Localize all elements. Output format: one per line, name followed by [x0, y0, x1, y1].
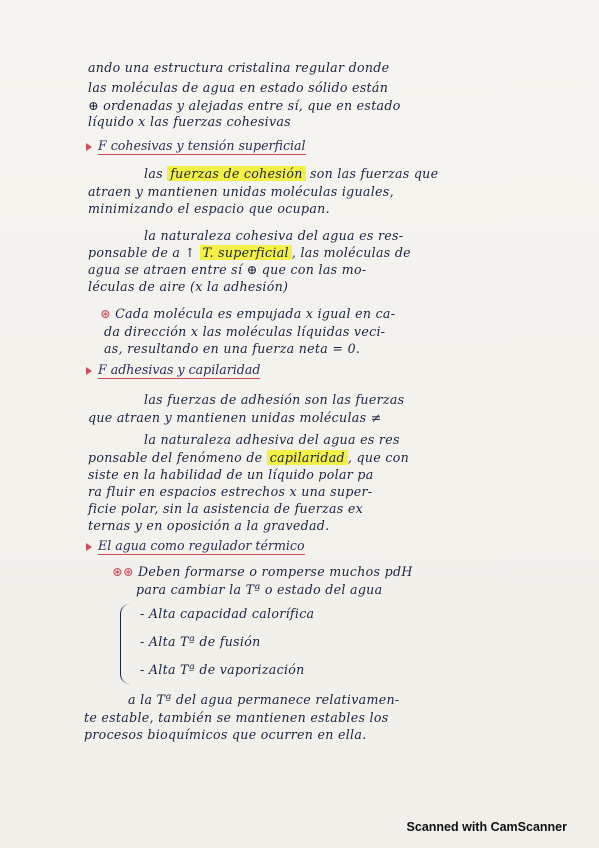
arrow-bullet-icon [86, 543, 92, 551]
scanner-watermark: Scanned with CamScanner [406, 820, 567, 834]
text-line: siste en la habilidad de un líquido polar pa [88, 467, 374, 482]
heading-text: F adhesivas y capilaridad [98, 362, 261, 377]
text-line [100, 306, 395, 321]
section-heading-cohesion [86, 138, 306, 155]
circled-star-icon: ⊛⊛ [112, 564, 134, 579]
curly-brace [120, 604, 133, 684]
text-line: léculas de aire (x la adhesión) [88, 279, 289, 294]
section-heading-adhesion [86, 362, 260, 379]
text-line: a la Tª del agua permanece relativamen- [128, 692, 400, 707]
text-line [112, 564, 413, 579]
text-line: te estable, también se mantienen estables los [84, 710, 389, 725]
text-line: la naturaleza adhesiva del agua es res [144, 432, 400, 447]
text-line: atraen y mantienen unidas moléculas iguales, [88, 184, 394, 199]
text-line: agua se atraen entre sí ⊕ que con las mo- [88, 262, 367, 277]
text-line: la naturaleza cohesiva del agua es res- [144, 228, 404, 243]
text-line: las fuerzas de adhesión son las fuerzas [144, 392, 405, 407]
text-fragment: ponsable de a ↑ [88, 245, 196, 260]
list-item: - Alta capacidad calorífica [140, 606, 315, 621]
highlighted-term: fuerzas de cohesión [167, 166, 305, 181]
text-line: ficie polar, sin la asistencia de fuerzas ex [88, 501, 363, 516]
text-line: que atraen y mantienen unidas moléculas ≠ [88, 410, 382, 425]
text-fragment: ponsable del fenómeno de [88, 450, 263, 465]
text-line: procesos bioquímicos que ocurren en ella. [84, 727, 367, 742]
text-line [88, 450, 409, 465]
text-line: para cambiar la Tª o estado del agua [136, 582, 383, 597]
text-fragment: , que con [347, 450, 410, 465]
list-item: - Alta Tª de fusión [140, 634, 261, 649]
text-fragment: Cada molécula es empujada x igual en ca- [115, 306, 396, 321]
arrow-bullet-icon [86, 367, 92, 375]
text-fragment: son las fuerzas que [310, 166, 439, 181]
highlighted-term: T. superficial [200, 245, 292, 260]
arrow-bullet-icon [86, 143, 92, 151]
text-line: ternas y en oposición a la gravedad. [88, 518, 330, 533]
text-line: las moléculas de agua en estado sólido están [88, 80, 389, 95]
text-line: ando una estructura cristalina regular donde [88, 60, 390, 75]
text-fragment: las [144, 166, 163, 181]
text-line: líquido x las fuerzas cohesivas [88, 114, 291, 129]
text-fragment: , las moléculas de [291, 245, 411, 260]
text-line: ⊕ ordenadas y alejadas entre sí, que en estado [88, 98, 401, 113]
text-line [144, 166, 438, 181]
text-line: as, resultando en una fuerza neta = 0. [104, 341, 361, 356]
text-line [88, 245, 411, 260]
section-heading-thermal [86, 538, 305, 555]
list-item: - Alta Tª de vaporización [140, 662, 305, 677]
text-line: ra fluir en espacios estrechos x una super- [88, 484, 373, 499]
heading-text: F cohesivas y tensión superficial [98, 138, 306, 153]
text-line: da dirección x las moléculas líquidas veci- [104, 324, 386, 339]
text-fragment: Deben formarse o romperse muchos pdH [138, 564, 413, 579]
highlighted-term: capilaridad [267, 450, 348, 465]
text-line: minimizando el espacio que ocupan. [88, 201, 330, 216]
heading-text: El agua como regulador térmico [98, 538, 305, 553]
circled-star-icon: ⊛ [100, 306, 111, 321]
